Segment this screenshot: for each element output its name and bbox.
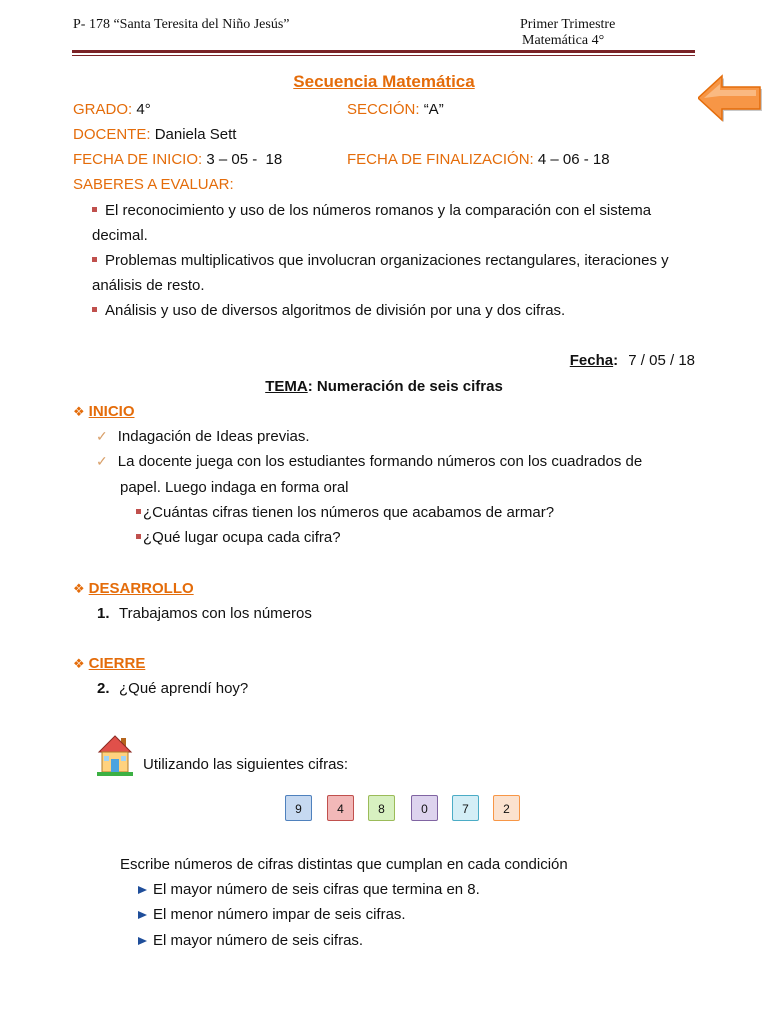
fecha-label: Fecha bbox=[569, 352, 614, 369]
fecha-value: 7 / 05 / 18 bbox=[628, 352, 695, 369]
inicio-item: ✓ La docente juega con los estudiantes formando números con los cuadrados de bbox=[96, 453, 643, 470]
square-bullet-icon bbox=[92, 207, 97, 212]
tema-label: TEMA bbox=[265, 378, 308, 395]
docente-label: DOCENTE: bbox=[73, 126, 151, 143]
docente-field bbox=[73, 126, 236, 143]
digit-tile: 8 bbox=[368, 795, 395, 821]
digit-tile: 2 bbox=[493, 795, 520, 821]
activity-instruction: Escribe números de cifras distintas que cumplan en cada condición bbox=[120, 856, 568, 873]
arrow-bullet-icon bbox=[138, 911, 147, 919]
grado-label: GRADO: bbox=[73, 101, 133, 118]
diamond-bullet-icon: ❖ bbox=[73, 656, 85, 671]
desarrollo-item: 1. Trabajamos con los números bbox=[97, 605, 312, 622]
inicio-question: ¿Cuántas cifras tienen los números que acabamos de armar? bbox=[136, 504, 554, 521]
digit-tile: 9 bbox=[285, 795, 312, 821]
fecha-inicio-label: FECHA DE INICIO: bbox=[73, 151, 203, 168]
desarrollo-heading: ❖ DESARROLLO bbox=[73, 580, 194, 597]
condition-item: El mayor número de seis cifras que termina en 8. bbox=[138, 881, 480, 898]
page-title: Secuencia Matemática bbox=[293, 72, 475, 91]
cierre-heading: ❖ CIERRE bbox=[73, 655, 146, 672]
fecha-fin-label: FECHA DE FINALIZACIÓN: bbox=[347, 151, 534, 168]
header-rule-thick bbox=[72, 50, 695, 53]
term-label: Primer Trimestre bbox=[520, 17, 616, 32]
cierre-item: 2. ¿Qué aprendí hoy? bbox=[97, 680, 249, 697]
diamond-bullet-icon: ❖ bbox=[73, 581, 85, 596]
seccion-value: “A” bbox=[423, 101, 444, 118]
fecha-fin-value: 4 – 06 - 18 bbox=[537, 151, 610, 168]
house-icon bbox=[97, 734, 133, 780]
diamond-bullet-icon: ❖ bbox=[73, 404, 85, 419]
grado-value: 4° bbox=[136, 101, 151, 118]
check-icon: ✓ bbox=[96, 453, 108, 469]
saber-item: Problemas multiplicativos que involucran organizaciones rectangulares, iteraciones y análisis de resto. bbox=[92, 252, 669, 294]
fecha-inicio-field bbox=[73, 151, 282, 168]
saberes-label: SABERES A EVALUAR: bbox=[73, 176, 234, 193]
digit-tile: 0 bbox=[411, 795, 438, 821]
digit-tile: 4 bbox=[327, 795, 354, 821]
check-icon: ✓ bbox=[96, 428, 108, 444]
saber-item: Análisis y uso de diversos algoritmos de división por una y dos cifras. bbox=[92, 298, 712, 323]
inicio-question: ¿Qué lugar ocupa cada cifra? bbox=[136, 529, 341, 546]
tema-line bbox=[0, 378, 768, 395]
seccion-field bbox=[347, 101, 444, 118]
fecha-inicio-value: 3 – 05 - 18 bbox=[206, 151, 283, 168]
fecha-fin-field bbox=[347, 151, 610, 168]
square-bullet-icon bbox=[92, 257, 97, 262]
tema-value: : Numeración de seis cifras bbox=[307, 378, 503, 395]
grado-field bbox=[73, 101, 151, 118]
inicio-item: ✓ Indagación de Ideas previas. bbox=[96, 428, 310, 445]
saber-item: El reconocimiento y uso de los números romanos y la comparación con el sistema decimal. bbox=[92, 202, 652, 244]
seccion-label: SECCIÓN: bbox=[347, 101, 420, 118]
saberes-list bbox=[92, 198, 712, 323]
square-bullet-icon bbox=[136, 509, 141, 514]
arrow-bullet-icon bbox=[138, 886, 147, 894]
digit-tile: 7 bbox=[452, 795, 479, 821]
fecha-line: Fecha: 7 / 05 / 18 bbox=[569, 352, 695, 369]
activity-intro: Utilizando las siguientes cifras: bbox=[143, 756, 349, 773]
subject-label: Matemática 4° bbox=[522, 33, 605, 48]
inicio-item-continuation: papel. Luego indaga en forma oral bbox=[120, 479, 349, 496]
docente-value: Daniela Sett bbox=[154, 126, 237, 143]
condition-item: El mayor número de seis cifras. bbox=[138, 932, 363, 949]
square-bullet-icon bbox=[136, 534, 141, 539]
header-rule-thin bbox=[72, 55, 695, 56]
arrow-bullet-icon bbox=[138, 937, 147, 945]
school-name: P- 178 “Santa Teresita del Niño Jesús” bbox=[73, 17, 290, 32]
inicio-heading: ❖ INICIO bbox=[73, 403, 135, 420]
square-bullet-icon bbox=[92, 307, 97, 312]
condition-item: El menor número impar de seis cifras. bbox=[138, 906, 406, 923]
